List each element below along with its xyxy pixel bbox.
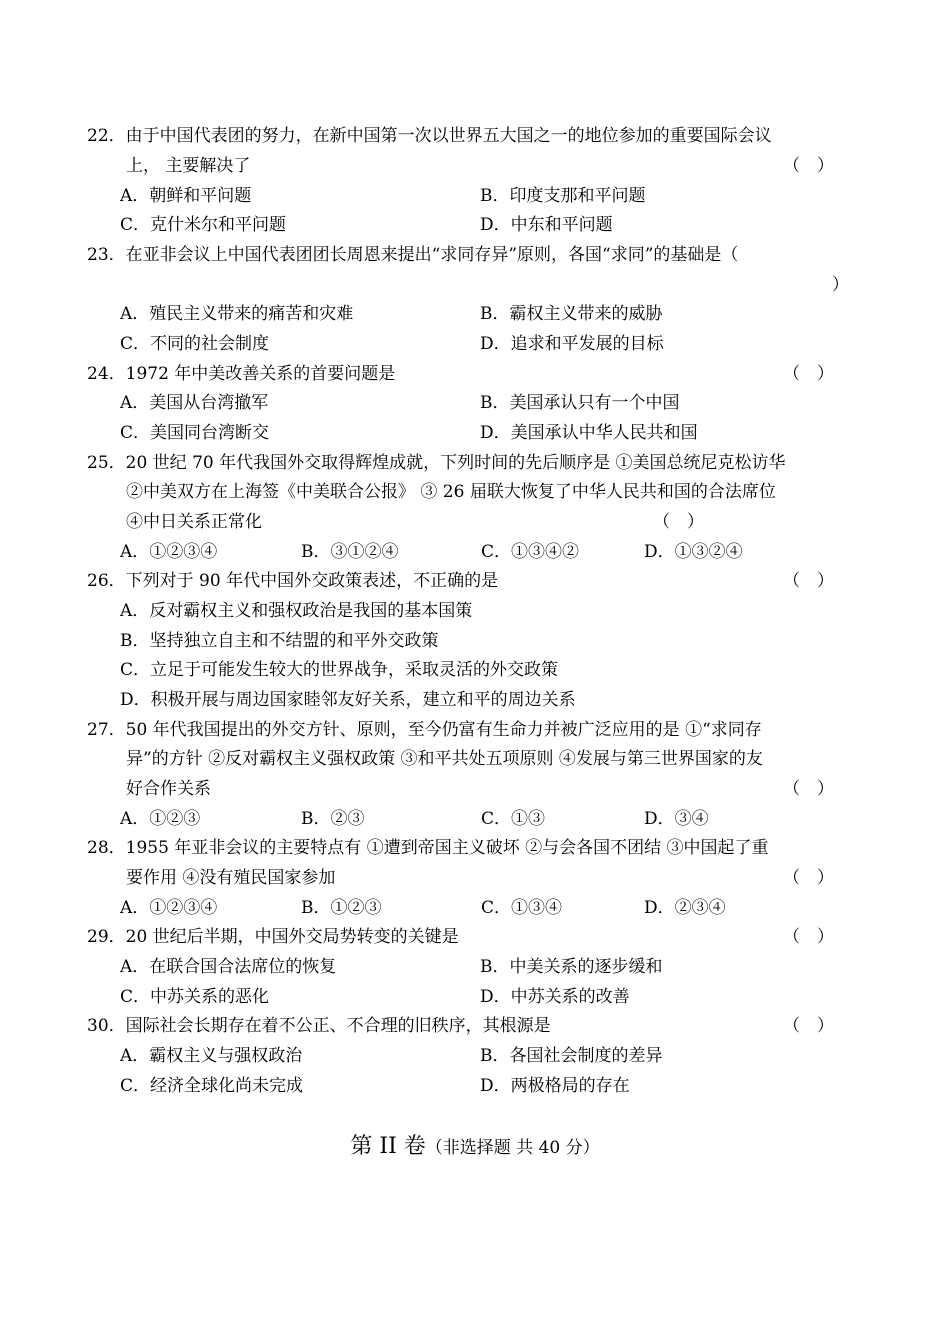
q27-option-c: C．①③: [481, 809, 546, 829]
q30-option-d: D．两极格局的存在: [480, 1076, 630, 1096]
section-title: 第 II 卷: [350, 1134, 426, 1159]
q26-answer-bracket: （ ）: [783, 571, 834, 591]
q24-option-c: C．美国同台湾断交: [120, 423, 270, 443]
q30-stem: 30．国际社会长期存在着不公正、不合理的旧秩序，其根源是: [87, 1016, 551, 1036]
q24-stem: 24．1972 年中美改善关系的首要问题是: [87, 364, 396, 384]
q29-stem: 29．20 世纪后半期，中国外交局势转变的关键是: [87, 927, 459, 947]
q25-option-d: D．①③②④: [644, 542, 743, 562]
q25-option-c: C．①③④②: [481, 542, 580, 562]
q23-option-b: B．霸权主义带来的威胁: [480, 304, 663, 324]
q26-option-c: C．立足于可能发生较大的世界战争，采取灵活的外交政策: [120, 660, 559, 680]
q22-option-a: A．朝鲜和平问题: [120, 186, 252, 206]
q24-option-d: D．美国承认中华人民共和国: [480, 423, 698, 443]
q23-option-a: A．殖民主义带来的痛苦和灾难: [120, 304, 354, 324]
q27-answer-bracket: （ ）: [783, 779, 834, 799]
q28-option-d: D．②③④: [644, 898, 726, 918]
q30-answer-bracket: （ ）: [783, 1016, 834, 1036]
q25-stem-line3: ④中日关系正常化: [126, 512, 262, 532]
q22-option-c: C．克什米尔和平问题: [120, 215, 287, 235]
q24-option-b: B．美国承认只有一个中国: [480, 393, 680, 413]
q23-stem-line2: ）: [832, 275, 849, 295]
q22-option-b: B．印度支那和平问题: [480, 186, 646, 206]
q27-stem-line1: 27．50 年代我国提出的外交方针、原则，至今仍富有生命力并被广泛应用的是 ①“求同存: [87, 720, 762, 740]
q26-option-b: B．坚持独立自主和不结盟的和平外交政策: [120, 631, 439, 651]
q28-option-a: A．①②③④: [120, 898, 218, 918]
q25-stem-line1: 25．20 世纪 70 年代我国外交取得辉煌成就，下列时间的先后顺序是 ①美国总统尼克松访华: [87, 453, 786, 473]
q27-option-d: D．③④: [644, 809, 709, 829]
q29-option-d: D．中苏关系的改善: [480, 987, 630, 1007]
q22-option-d: D．中东和平问题: [480, 215, 613, 235]
q28-answer-bracket: （ ）: [783, 868, 834, 888]
q22-stem-line2: 上， 主要解决了: [126, 156, 251, 176]
q30-option-a: A．霸权主义与强权政治: [120, 1046, 303, 1066]
q26-option-a: A．反对霸权主义和强权政治是我国的基本国策: [120, 601, 473, 621]
q28-stem-line1: 28．1955 年亚非会议的主要特点有 ①遭到帝国主义破坏 ②与会各国不团结 ③中国起了重: [87, 838, 769, 858]
q24-option-a: A．美国从台湾撤军: [120, 393, 269, 413]
q23-option-d: D．追求和平发展的目标: [480, 334, 664, 354]
section-heading: [0, 1133, 950, 1162]
q22-stem-line1: 22．由于中国代表团的努力，在新中国第一次以世界五大国之一的地位参加的重要国际会议: [87, 126, 772, 146]
section-subtitle: （非选择题 共 40 分）: [425, 1138, 600, 1158]
q29-option-a: A．在联合国合法席位的恢复: [120, 957, 337, 977]
q28-option-b: B．①②③: [301, 898, 382, 918]
q29-option-c: C．中苏关系的恶化: [120, 987, 270, 1007]
q27-stem-line2: 异”的方针 ②反对霸权主义强权政策 ③和平共处五项原则 ④发展与第三世界国家的友: [126, 749, 763, 769]
q29-answer-bracket: （ ）: [783, 927, 834, 947]
q27-option-b: B．②③: [301, 809, 365, 829]
q29-option-b: B．中美关系的逐步缓和: [480, 957, 663, 977]
q25-option-a: A．①②③④: [120, 542, 218, 562]
q22-answer-bracket: （ ）: [783, 156, 834, 176]
q26-option-d: D．积极开展与周边国家睦邻友好关系，建立和平的周边关系: [120, 690, 576, 710]
q27-option-a: A．①②③: [120, 809, 201, 829]
q24-answer-bracket: （ ）: [783, 364, 834, 384]
q23-stem-line1: 23．在亚非会议上中国代表团团长周恩来提出“求同存异”原则，各国“求同”的基础是（: [87, 245, 739, 265]
q25-option-b: B．③①②④: [301, 542, 399, 562]
q27-stem-line3: 好合作关系: [126, 779, 211, 799]
q28-option-c: C．①③④: [481, 898, 563, 918]
q30-option-c: C．经济全球化尚未完成: [120, 1076, 304, 1096]
q30-option-b: B．各国社会制度的差异: [480, 1046, 663, 1066]
q28-stem-line2: 要作用 ④没有殖民国家参加: [126, 868, 336, 888]
q25-stem-line2: ②中美双方在上海签《中美联合公报》 ③ 26 届联大恢复了中华人民共和国的合法席位: [126, 482, 776, 502]
q23-option-c: C．不同的社会制度: [120, 334, 270, 354]
q26-stem: 26．下列对于 90 年代中国外交政策表述，不正确的是: [87, 571, 499, 591]
q25-answer-bracket: （ ）: [653, 512, 704, 532]
